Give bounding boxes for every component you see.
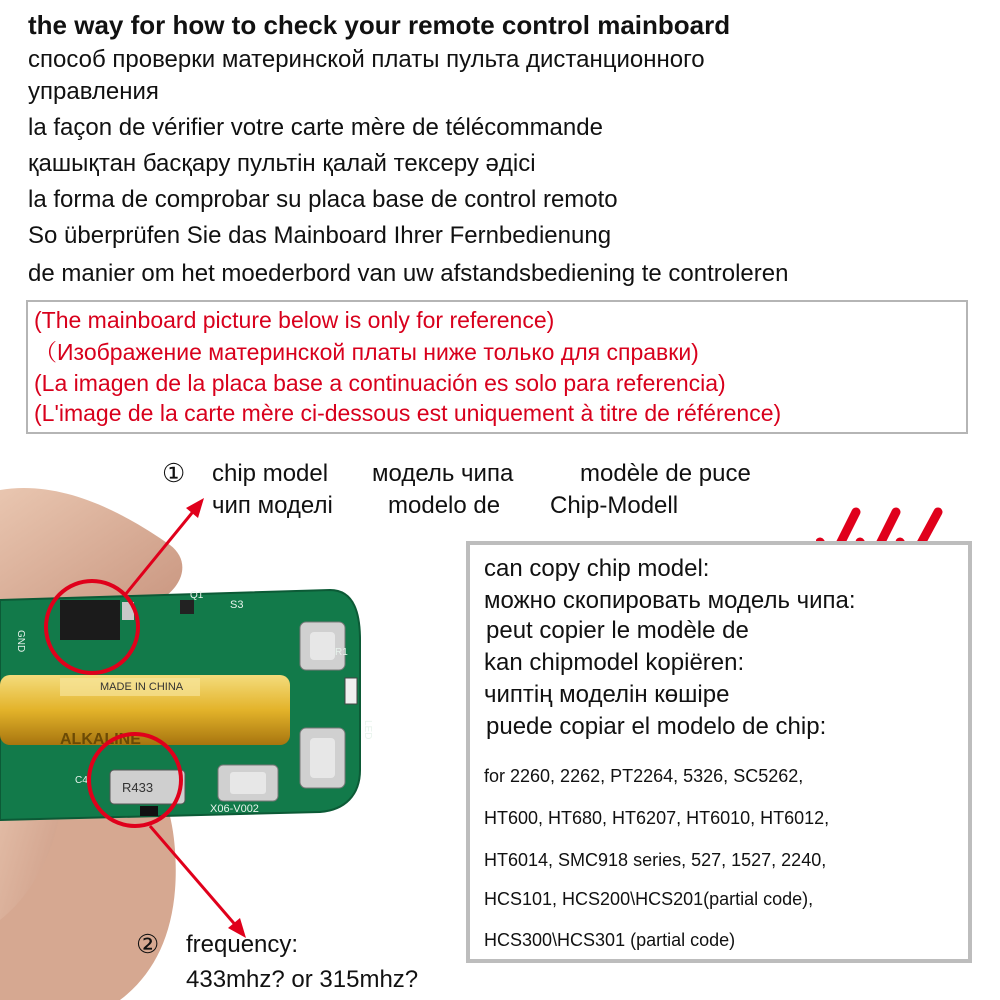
copy-line-fr: peut copier le modèle de: [486, 617, 749, 644]
reference-note-es: (La imagen de la placa base a continuación es solo para referencia): [34, 370, 726, 396]
copy-line-kk: чиптің моделін көшіре: [484, 681, 730, 708]
silk-r1: R1: [335, 647, 348, 658]
chip-list-line-4: HCS101, HCS200\HCS201(partial code),: [484, 889, 814, 909]
crystal-label: R433: [122, 780, 154, 795]
silk-q1: Q1: [190, 590, 204, 601]
copy-line-ru: можно скопировать модель чипа:: [484, 587, 856, 614]
translation-ru: способ проверки материнской платы пульта дистанционного: [28, 46, 705, 73]
silk-led: LED: [362, 720, 373, 740]
callout-1-number: ①: [162, 459, 186, 489]
callout-1-fr: modèle de puce: [580, 460, 751, 487]
chip-list-line-5: HCS300\HCS301 (partial code): [484, 930, 736, 950]
silk-gnd: GND: [15, 630, 26, 653]
chip-list-line-1: for 2260, 2262, PT2264, 5326, SC5262,: [484, 766, 804, 786]
translation-kk: қашықтан басқару пультін қалай тексеру әдісі: [28, 150, 536, 177]
callout-1-ru: модель чипа: [372, 460, 514, 487]
chip-list-line-2: HT600, HT680, HT6207, HT6010, HT6012,: [484, 808, 830, 828]
copy-line-nl: kan chipmodel kopiëren:: [484, 649, 745, 676]
chip: [60, 600, 120, 640]
silk-c4: C4: [75, 775, 88, 786]
chip-list-line-3: HT6014, SMC918 series, 527, 1527, 2240,: [484, 850, 827, 870]
page-title: the way for how to check your remote control mainboard: [28, 10, 731, 40]
callout-1-en: chip model: [212, 460, 329, 487]
callout-1-es: modelo de: [388, 492, 501, 519]
callout-1-kk: чип моделі: [212, 492, 333, 519]
reference-note-fr: (L'image de la carte mère ci-dessous est uniquement à titre de référence): [34, 400, 782, 426]
copy-line-en: can copy chip model:: [484, 555, 710, 582]
reference-note-box: [26, 300, 968, 434]
translation-es: la forma de comprobar su placa base de control remoto: [28, 186, 618, 213]
translation-de: So überprüfen Sie das Mainboard Ihrer Fernbedienung: [28, 222, 612, 249]
copy-line-es: puede copiar el modelo de chip:: [486, 713, 827, 740]
battery-brand-label: ALKALINE: [60, 731, 141, 748]
callout-2-number: ②: [136, 930, 160, 960]
translation-nl: de manier om het moederbord van uw afstandsbediening te controleren: [28, 260, 789, 287]
reference-note-ru: （Изображение материнской платы ниже только для справки): [34, 339, 699, 365]
callout-2-value: 433mhz? or 315mhz?: [186, 966, 419, 993]
reference-note-en: (The mainboard picture below is only for reference): [34, 307, 555, 333]
translation-ru-cont: управления: [28, 78, 159, 105]
translation-fr: la façon de vérifier votre carte mère de télécommande: [28, 114, 603, 141]
silk-model: X06-V002: [210, 803, 259, 815]
callout-1-de: Chip-Modell: [550, 492, 679, 519]
battery-made-in-label: MADE IN CHINA: [100, 681, 184, 693]
copy-capability-box: [466, 541, 972, 963]
silk-s3: S3: [230, 599, 244, 611]
callout-2-label: frequency:: [186, 931, 299, 958]
